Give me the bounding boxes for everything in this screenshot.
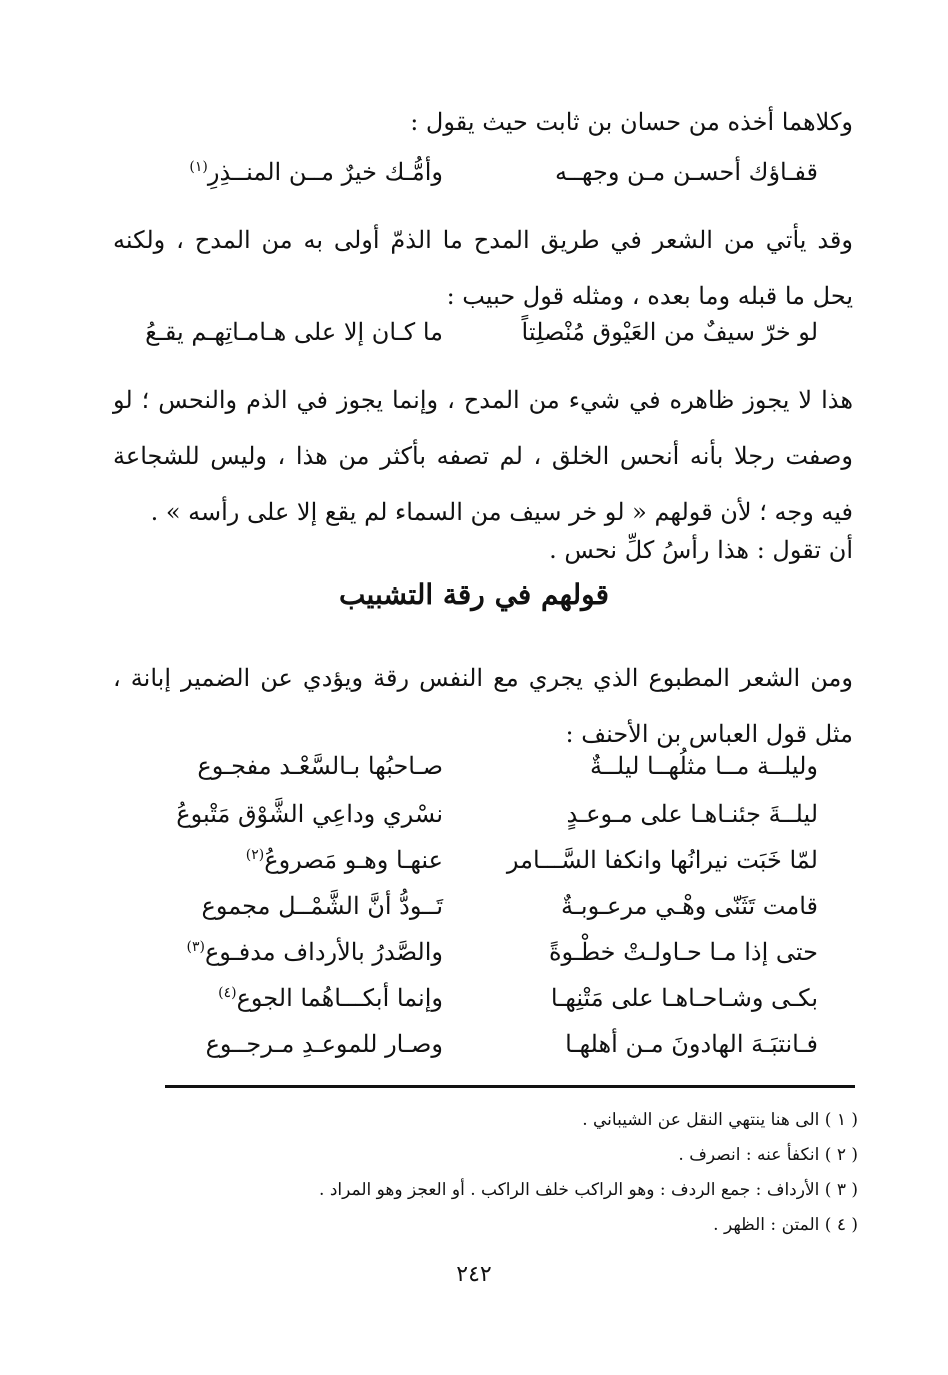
poem-line-4-first: قامت تَثَنّى وهْـي مرعـوبـةٌ: [561, 892, 818, 920]
footnote: ( ٤ ) المتن : الظهر .: [713, 1215, 858, 1235]
poem-line-2-first: ليلــةَ جئنـاهـا على مـوعـدٍ: [566, 800, 818, 828]
paragraph: هذا لا يجوز ظاهره في شيء من المدح ، وإنما يجوز في الذم والنحس ؛ لو وصفت رجلا بأنه أنحس الخلق ، لم تصفه بأكثر من هذا ، وليس للشجاعة فيه وجه ؛ لأن قولهم « لو خر سيف من السماء لم يقع إلا على رأسه » .: [113, 386, 853, 526]
paragraph: ومن الشعر المطبوع الذي يجري مع النفس رقة ويؤدي عن الضمير إبانة ، مثل قول العباس بن الأحنف :: [113, 664, 853, 748]
poem-line-6-first: بكـى وشـاحـاهـا على مَتْنِهـا: [550, 984, 818, 1012]
poem-line-1-first: وليلــة مــا مثلُهــا ليلــةٌ: [589, 752, 818, 780]
poem-line-2-second: نسْري وداعِي الشَّوْق مَتْبوعُ: [176, 800, 443, 828]
poem-line-6-second: [218, 984, 443, 1012]
poem-line-3-first: لمّا خَبَت نيرانُها وانكفا السَّـــامر: [506, 846, 818, 874]
footnote-ref: (٣): [186, 939, 205, 955]
footnote-ref: (١): [189, 159, 208, 175]
poem-line-1-second: صـاحبُها بـالسَّعْـد مفجـوع: [197, 752, 443, 780]
verse-text: والصَّدرُ بالأرداف مدفـوع: [204, 938, 443, 966]
intro-line: وكلاهما أخذه من حسان بن ثابت حيث يقول :: [410, 108, 853, 136]
verse-first-hemistich: قفـاؤك أحسـن مـن وجهــه: [554, 158, 818, 186]
verse-second-hemistich: [189, 158, 443, 186]
paragraph: وقد يأتي من الشعر في طريق المدح ما الذمّ أولى به من المدح ، ولكنه يحل ما قبله وما بعده ، ومثله قول حبيب :: [113, 226, 853, 310]
section-title: قولهم في رقة التشبيب: [339, 578, 609, 611]
poem-line-7-first: فـانتبَـهَ الهادونَ مـن أهلهـا: [565, 1030, 818, 1058]
page-number: ٢٤٢: [456, 1262, 492, 1287]
footnote: ( ٢ ) انكفأ عنه : انصرف .: [678, 1145, 858, 1165]
poem-line-7-second: وصـار للموعـدِ مـرجــوع: [205, 1030, 443, 1058]
footnote-divider: [165, 1085, 855, 1088]
verse-text: وأمُّـك خيرٌ مــن المنــذِرِ: [207, 158, 443, 186]
paragraph-end: أن تقول : هذا رأسُ كلِّ نحس .: [549, 536, 853, 564]
poem-line-4-second: تَــودُّ أنَّ الشَّمْــل مجموع: [201, 892, 443, 920]
footnote: ( ٣ ) الأرداف : جمع الردف : وهو الراكب خلف الراكب . أو العجز وهو المراد .: [319, 1180, 858, 1200]
verse-first-hemistich: لو خرّ سيفٌ من العَيْوق مُنْصلِتاً: [521, 318, 818, 346]
poem-line-5-second: [187, 938, 443, 966]
verse-text: عنهـا وهـو مَصروعُ: [264, 846, 443, 874]
poem-line-5-first: حتى إذا مـا حـاولـتْ خطْـوةً: [548, 938, 818, 966]
footnote: ( ١ ) الى هنا ينتهي النقل عن الشيباني .: [582, 1110, 858, 1130]
footnote-ref: (٤): [218, 985, 237, 1001]
poem-line-3-second: [246, 846, 443, 874]
verse-second-hemistich: ما كـان إلا على هـامـاتِهـم يقـعُ: [145, 318, 443, 346]
footnote-ref: (٢): [245, 847, 265, 863]
verse-text: وإنما أبكـــاهُما الجوع: [236, 984, 443, 1012]
